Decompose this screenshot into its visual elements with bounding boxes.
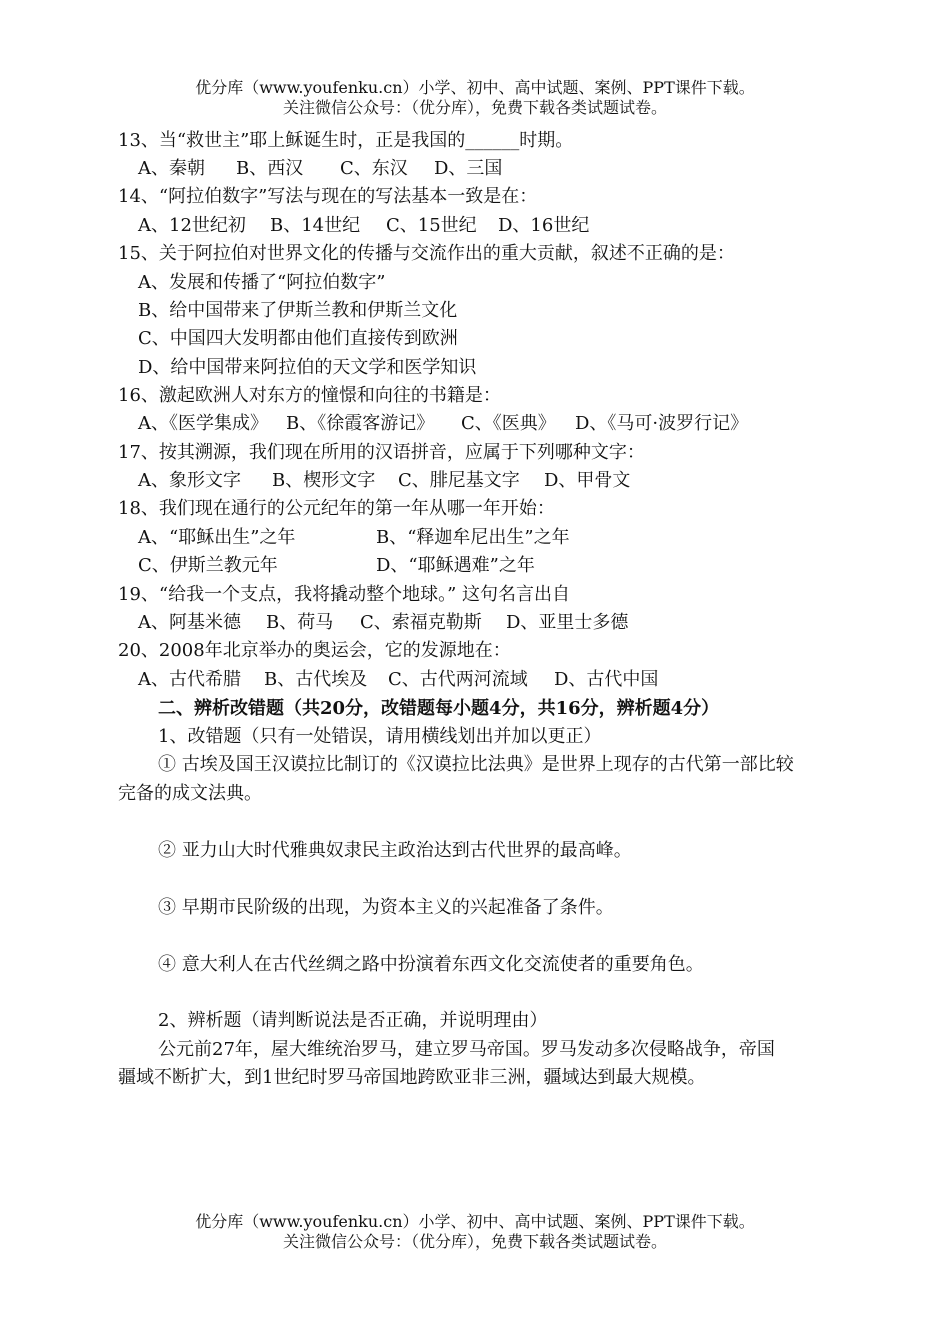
option-b: B、14世纪 bbox=[270, 215, 361, 236]
option-c: C、腓尼基文字 bbox=[398, 470, 520, 491]
option-d: D、“耶稣遇难”之年 bbox=[376, 555, 535, 576]
option-c: C、15世纪 bbox=[386, 215, 477, 236]
option-d: D、甲骨文 bbox=[544, 470, 631, 491]
question-15-option-b: B、给中国带来了伊斯兰教和伊斯兰文化 bbox=[138, 300, 458, 321]
question-17-stem: 17、按其溯源，我们现在所用的汉语拼音，应属于下列哪种文字： bbox=[118, 442, 645, 463]
option-d: D、三国 bbox=[434, 158, 503, 179]
option-d: D、亚里士多德 bbox=[506, 612, 629, 633]
question-14-stem: 14、“阿拉伯数字”写法与现在的写法基本一致是在： bbox=[118, 186, 538, 207]
correction-item-1-line-1: ① 古埃及国王汉谟拉比制订的《汉谟拉比法典》是世界上现存的古代第一部比较 bbox=[158, 754, 794, 775]
section-2-title: 二、辨析改错题（共20分，改错题每小题4分，共16分，辨析题4分） bbox=[158, 698, 720, 719]
section-2-part-1-title: 1、改错题（只有一处错误，请用横线划出并加以更正） bbox=[158, 726, 602, 747]
question-18-options-row-1 bbox=[138, 526, 570, 550]
analysis-paragraph-line-2: 疆域不断扩大，到1世纪时罗马帝国地跨欧亚非三洲，疆域达到最大规模。 bbox=[118, 1067, 706, 1088]
question-19-options bbox=[138, 611, 628, 635]
section-2-part-2-title: 2、辨析题（请判断说法是否正确，并说明理由） bbox=[158, 1010, 548, 1031]
question-20-stem: 20、2008年北京举办的奥运会，它的发源地在： bbox=[118, 640, 511, 661]
question-18-options-row-2 bbox=[138, 554, 535, 578]
option-b: B、“释迦牟尼出生”之年 bbox=[376, 527, 570, 548]
option-d: D、古代中国 bbox=[554, 669, 659, 690]
question-17-options bbox=[138, 469, 630, 493]
option-a: A、“耶稣出生”之年 bbox=[138, 527, 296, 548]
option-a: A、《医学集成》 bbox=[138, 413, 268, 434]
option-c: C、索福克勒斯 bbox=[360, 612, 482, 633]
question-16-stem: 16、激起欧洲人对东方的憧憬和向往的书籍是： bbox=[118, 385, 501, 406]
option-a: A、阿基米德 bbox=[138, 612, 241, 633]
footer-line-1: 优分库（www.youfenku.cn）小学、初中、高中试题、案例、PPT课件下载。 bbox=[195, 1212, 755, 1231]
question-14-options bbox=[138, 214, 589, 238]
option-c: C、东汉 bbox=[340, 158, 408, 179]
option-c: C、《医典》 bbox=[461, 413, 556, 434]
option-d: D、《马可·波罗行记》 bbox=[575, 413, 749, 434]
question-15-stem: 15、关于阿拉伯对世界文化的传播与交流作出的重大贡献，叙述不正确的是： bbox=[118, 243, 735, 264]
correction-item-2: ② 亚力山大时代雅典奴隶民主政治达到古代世界的最高峰。 bbox=[158, 840, 632, 861]
question-16-options bbox=[138, 412, 748, 436]
option-c: C、伊斯兰教元年 bbox=[138, 555, 278, 576]
option-d: D、16世纪 bbox=[498, 215, 590, 236]
header-line-1: 优分库（www.youfenku.cn）小学、初中、高中试题、案例、PPT课件下载。 bbox=[195, 78, 755, 97]
correction-item-3: ③ 早期市民阶级的出现，为资本主义的兴起准备了条件。 bbox=[158, 897, 614, 918]
option-b: B、荷马 bbox=[266, 612, 334, 633]
question-19-stem: 19、“给我一个支点，我将撬动整个地球。” 这句名言出自 bbox=[118, 584, 571, 605]
question-15-option-a: A、发展和传播了“阿拉伯数字” bbox=[138, 272, 386, 293]
option-a: A、象形文字 bbox=[138, 470, 241, 491]
question-15-option-d: D、给中国带来阿拉伯的天文学和医学知识 bbox=[138, 357, 477, 378]
option-c: C、古代两河流域 bbox=[388, 669, 528, 690]
question-13-stem: 13、当“救世主”耶上稣诞生时，正是我国的______时期。 bbox=[118, 130, 574, 151]
question-18-stem: 18、我们现在通行的公元纪年的第一年从哪一年开始： bbox=[118, 498, 555, 519]
option-b: B、西汉 bbox=[236, 158, 304, 179]
header-line-2: 关注微信公众号：（优分库），免费下载各类试题试卷。 bbox=[282, 98, 667, 117]
correction-item-4: ④ 意大利人在古代丝绸之路中扮演着东西文化交流使者的重要角色。 bbox=[158, 954, 704, 975]
analysis-paragraph-line-1: 公元前27年，屋大维统治罗马，建立罗马帝国。罗马发动多次侵略战争，帝国 bbox=[158, 1039, 775, 1060]
option-a: A、12世纪初 bbox=[138, 215, 246, 236]
option-b: B、楔形文字 bbox=[272, 470, 376, 491]
option-a: A、秦朝 bbox=[138, 158, 205, 179]
option-b: B、《徐霞客游记》 bbox=[286, 413, 435, 434]
correction-item-1-line-2: 完备的成文法典。 bbox=[118, 783, 262, 804]
option-a: A、古代希腊 bbox=[138, 669, 241, 690]
question-15-option-c: C、中国四大发明都由他们直接传到欧洲 bbox=[138, 328, 458, 349]
question-13-options bbox=[138, 157, 502, 181]
footer-line-2: 关注微信公众号：（优分库），免费下载各类试题试卷。 bbox=[282, 1232, 667, 1251]
question-20-options bbox=[138, 668, 658, 692]
option-b: B、古代埃及 bbox=[264, 669, 368, 690]
